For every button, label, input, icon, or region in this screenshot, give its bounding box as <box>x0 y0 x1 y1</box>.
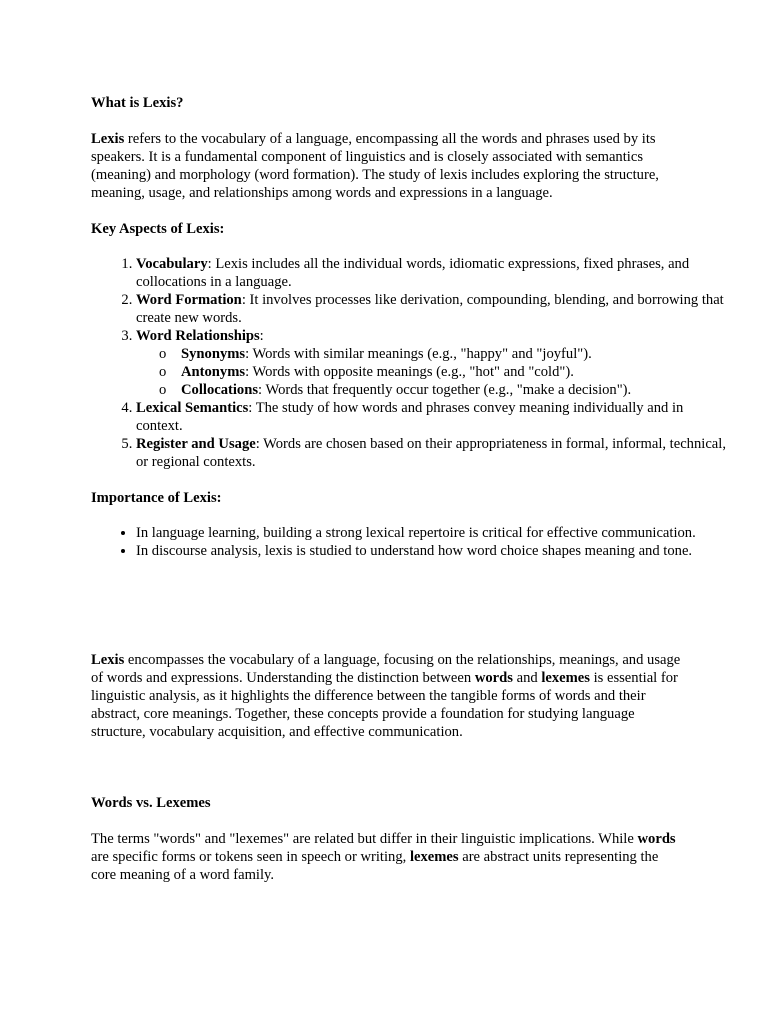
paragraph-lexis-definition <box>91 130 683 202</box>
list-item <box>136 327 728 399</box>
term-lexemes: lexemes <box>541 670 590 686</box>
summary-text: is essential for linguistic analysis, as it highlights the difference between the tangible forms of words and their abstract, core meanings. Together, these concepts provide a foundation for studying language structure, vocabulary acquisition, and effective communication. <box>91 670 678 740</box>
item-text: : Lexis includes all the individual words, idiomatic expressions, fixed phrases, and collocations in a language. <box>136 256 690 290</box>
item-text: : Words with similar meanings (e.g., "happy" and "joyful"). <box>245 346 592 362</box>
item-text: : Words that frequently occur together (e.g., "make a decision"). <box>258 382 632 398</box>
heading-what-is-lexis: What is Lexis? <box>91 95 184 111</box>
term-lexis: Lexis <box>91 131 125 147</box>
heading-words-vs-lexemes: Words vs. Lexemes <box>91 795 211 811</box>
item-term: Register and Usage <box>136 436 256 452</box>
key-aspects-list <box>91 255 728 471</box>
item-term: Vocabulary <box>136 256 208 272</box>
circle-bullet-icon: o <box>159 382 167 398</box>
bullet-item: • In discourse analysis, lexis is studied to understand how word choice shapes meaning and tone. <box>136 542 728 560</box>
list-item <box>136 291 728 327</box>
item-term: Word Formation <box>136 292 242 308</box>
term-lexemes: lexemes <box>409 849 459 865</box>
item-text: : It involves processes like derivation, compounding, blending, and borrowing that create new words. <box>136 292 724 326</box>
heading-key-aspects: Key Aspects of Lexis: <box>91 221 225 237</box>
body-text: The terms "words" and "lexemes" are related but differ in their linguistic implications. While <box>91 831 638 847</box>
list-item <box>136 255 728 291</box>
summary-text: and <box>512 670 542 686</box>
definition-text: refers to the vocabulary of a language, encompassing all the words and phrases used by its speakers. It is a fundamental component of linguistics and is closely associated with semantics (meaning) and morphology (word formation). The study of lexis includes exploring the structure, meaning, usage, and relationships among words and expressions in a language. <box>91 131 659 201</box>
list-item <box>136 399 728 435</box>
item-term: Word Relationships <box>136 328 260 344</box>
term-words: words <box>474 670 513 686</box>
item-term: Synonyms <box>181 346 246 362</box>
sublist-item <box>136 381 728 399</box>
item-term: Collocations <box>181 382 259 398</box>
sublist-item <box>136 345 728 363</box>
bullet-item: • In language learning, building a strong lexical repertoire is critical for effective communication. <box>136 524 728 542</box>
list-item <box>136 435 728 471</box>
circle-bullet-icon: o <box>159 346 167 362</box>
item-text: : Words are chosen based on their appropriateness in formal, informal, technical, or regional contexts. <box>136 436 726 470</box>
paragraph-words-vs-lexemes <box>91 830 683 884</box>
term-lexis: Lexis <box>91 652 125 668</box>
item-text: : <box>259 328 264 344</box>
relationships-sublist <box>136 345 728 399</box>
importance-list <box>91 524 728 560</box>
item-text: : Words with opposite meanings (e.g., "hot" and "cold"). <box>245 364 574 380</box>
paragraph-lexis-summary <box>91 651 683 741</box>
body-text: are specific forms or tokens seen in speech or writing, <box>91 849 410 865</box>
summary-text: encompasses the vocabulary of a language, focusing on the relationships, meanings, and usage of words and expressions. Understanding the distinction between <box>91 652 681 686</box>
item-term: Lexical Semantics <box>136 400 249 416</box>
heading-importance: Importance of Lexis: <box>91 490 222 506</box>
body-text: are abstract units representing the core meaning of a word family. <box>91 849 659 883</box>
item-term: Antonyms <box>181 364 246 380</box>
item-text: : The study of how words and phrases convey meaning individually and in context. <box>136 400 684 434</box>
sublist-item <box>136 363 728 381</box>
circle-bullet-icon: o <box>159 364 167 380</box>
term-words: words <box>637 831 676 847</box>
